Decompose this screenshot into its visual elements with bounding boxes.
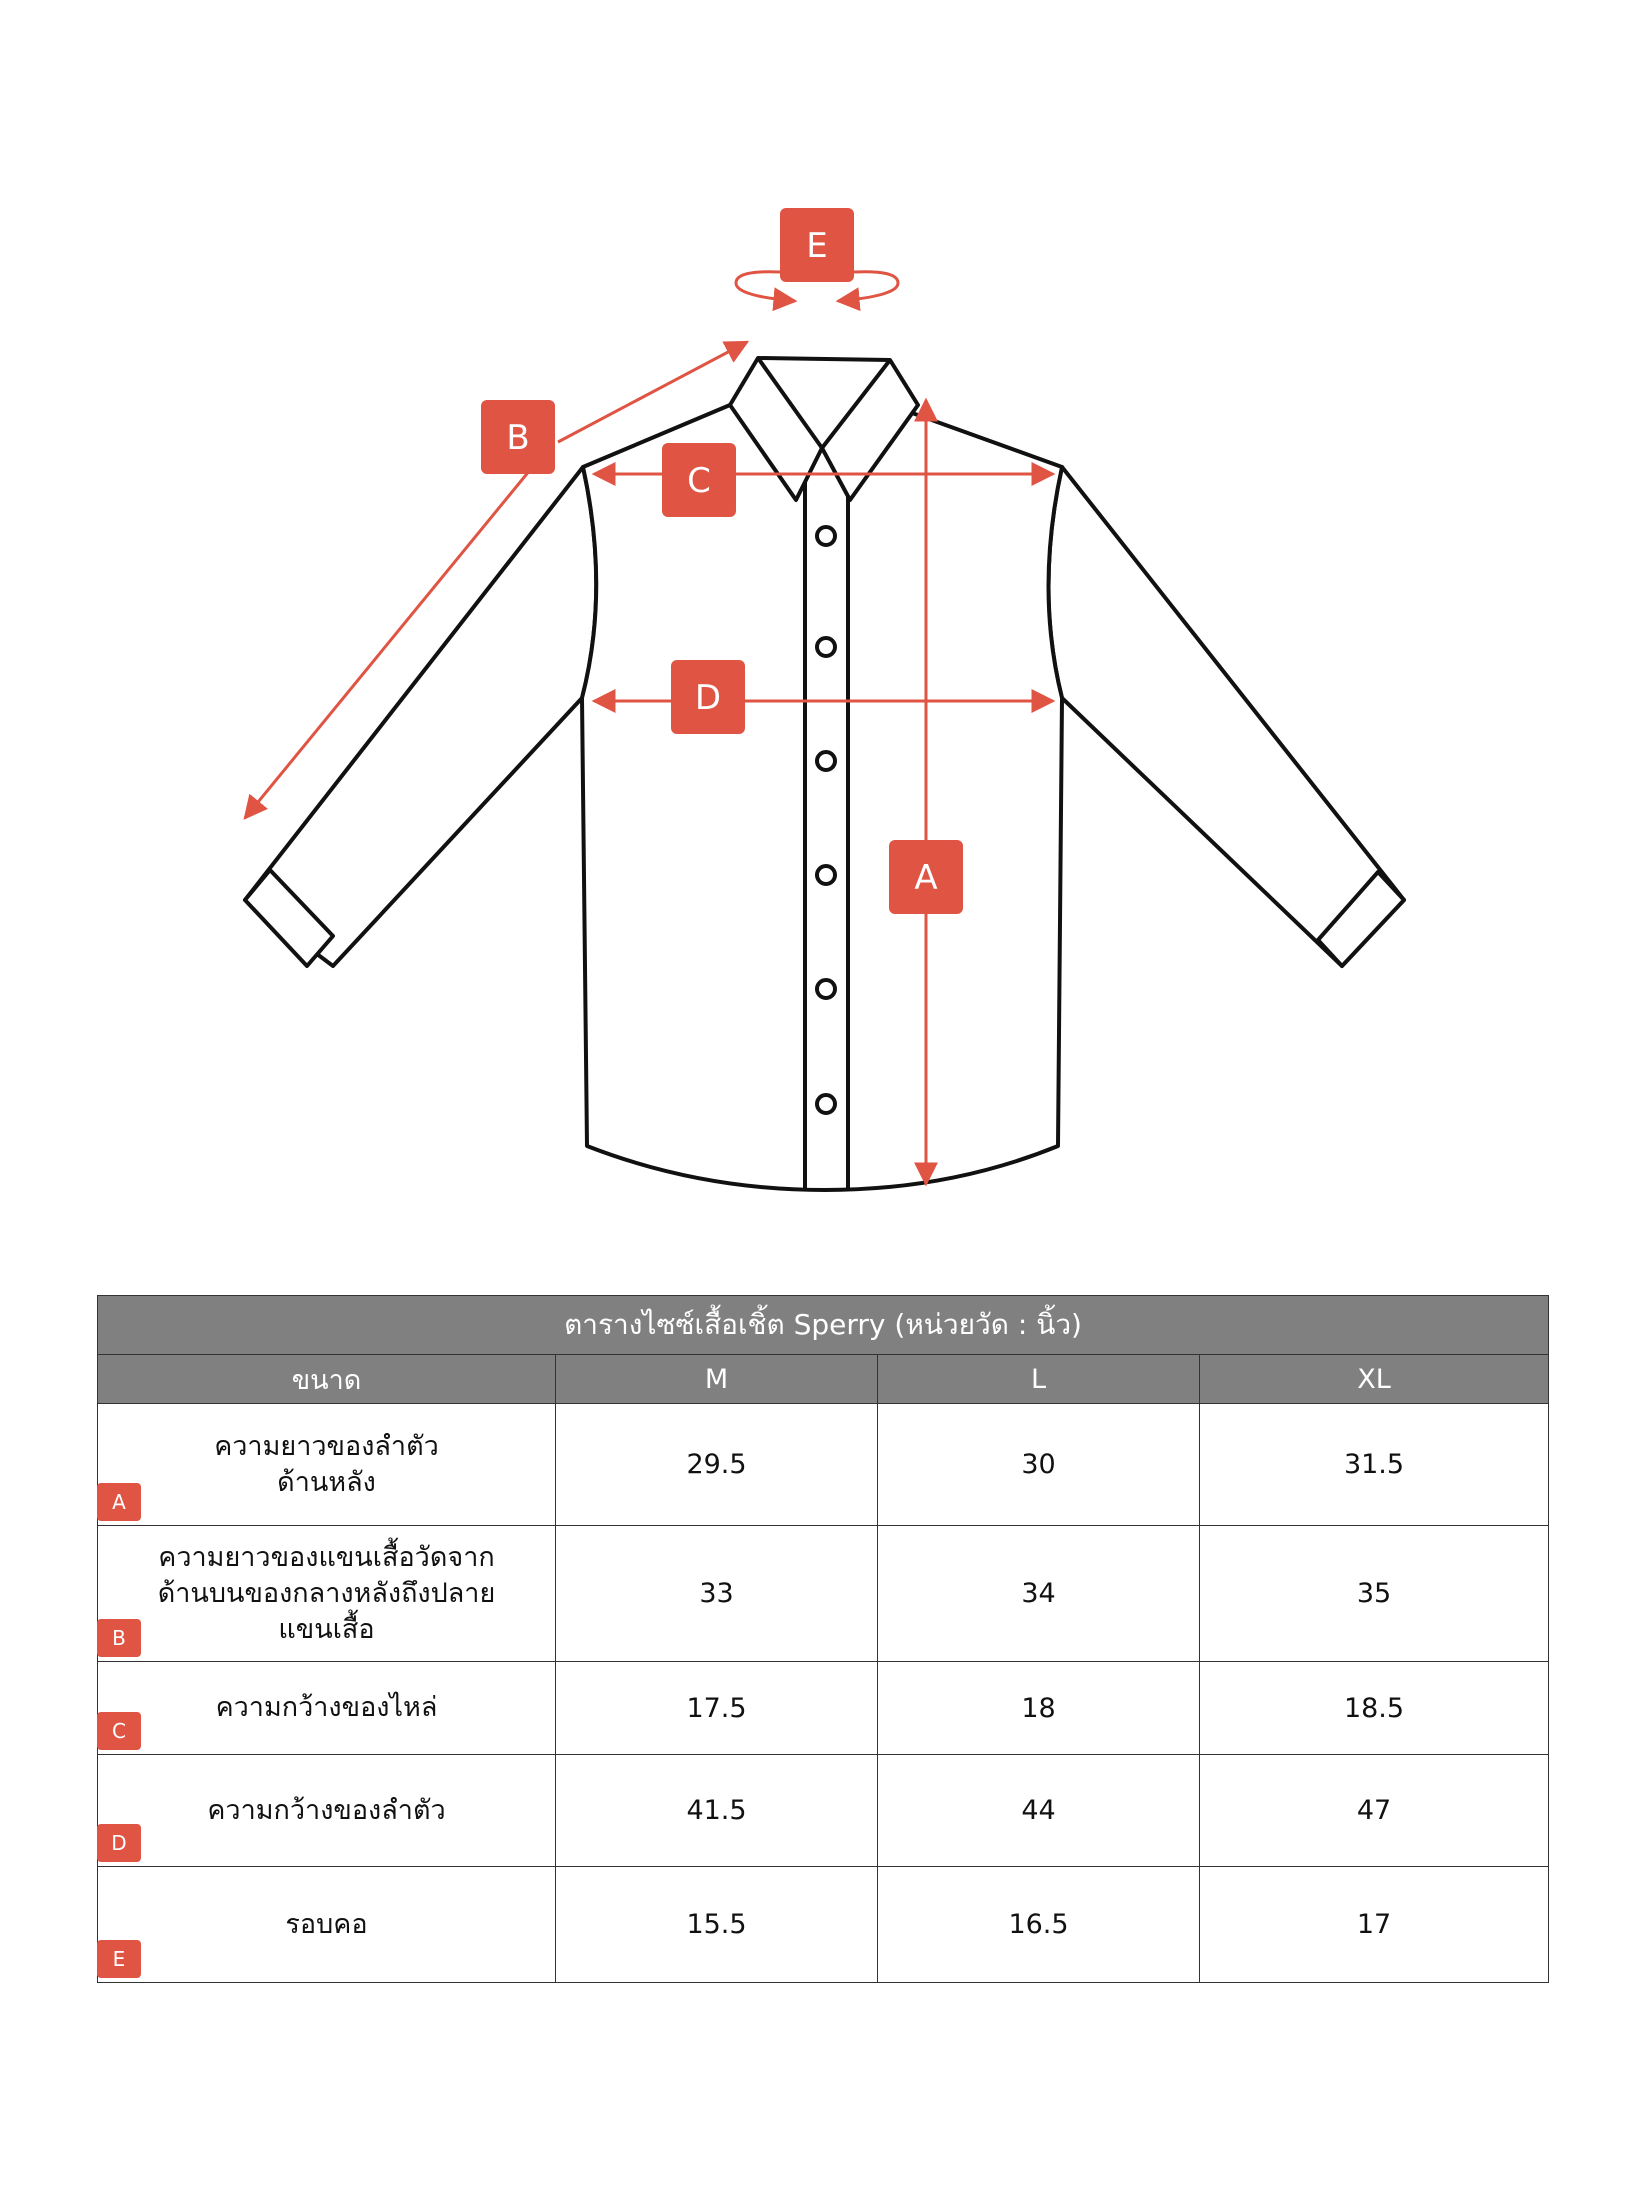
button-6 bbox=[817, 1095, 835, 1113]
right-sleeve bbox=[1049, 467, 1405, 966]
svg-text:B: B bbox=[506, 418, 530, 458]
button-3 bbox=[817, 752, 835, 770]
badge-c bbox=[662, 443, 736, 517]
svg-text:E: E bbox=[806, 226, 828, 266]
header-size: ขนาด bbox=[98, 1355, 556, 1404]
cell-m: 15.5 bbox=[556, 1867, 878, 1983]
row-label: ความกว้างของลำตัว D bbox=[98, 1755, 556, 1867]
row-label: รอบคอ E bbox=[98, 1867, 556, 1983]
left-sleeve bbox=[245, 467, 596, 966]
row-tag: A bbox=[97, 1483, 141, 1521]
badge-b bbox=[481, 400, 555, 474]
badge-a bbox=[889, 840, 963, 914]
size-chart-table bbox=[97, 1295, 1549, 1983]
cell-l: 16.5 bbox=[878, 1867, 1200, 1983]
cell-xl: 17 bbox=[1200, 1867, 1549, 1983]
cell-l: 44 bbox=[878, 1755, 1200, 1867]
button-1 bbox=[817, 527, 835, 545]
svg-text:A: A bbox=[914, 858, 938, 898]
cell-l: 30 bbox=[878, 1404, 1200, 1526]
header-m: M bbox=[556, 1355, 878, 1404]
table-row bbox=[98, 1404, 1549, 1526]
shirt-body bbox=[582, 405, 1062, 1190]
shirt-outline bbox=[245, 358, 1404, 1190]
button-5 bbox=[817, 980, 835, 998]
cell-m: 29.5 bbox=[556, 1404, 878, 1526]
cell-m: 17.5 bbox=[556, 1662, 878, 1755]
table-header-row bbox=[98, 1355, 1549, 1404]
svg-text:D: D bbox=[694, 678, 722, 718]
button-2 bbox=[817, 638, 835, 656]
cell-l: 18 bbox=[878, 1662, 1200, 1755]
badge-e bbox=[780, 208, 854, 282]
cell-m: 33 bbox=[556, 1526, 878, 1662]
table-row bbox=[98, 1755, 1549, 1867]
cell-xl: 35 bbox=[1200, 1526, 1549, 1662]
cell-xl: 31.5 bbox=[1200, 1404, 1549, 1526]
cell-l: 34 bbox=[878, 1526, 1200, 1662]
row-label: ความยาวของแขนเสื้อวัดจาก ด้านบนของกลางหลังถึงปลาย แขนเสื้อ B bbox=[98, 1526, 556, 1662]
table-row bbox=[98, 1526, 1549, 1662]
header-l: L bbox=[878, 1355, 1200, 1404]
row-tag: C bbox=[97, 1712, 141, 1750]
row-tag: B bbox=[97, 1619, 141, 1657]
button-4 bbox=[817, 866, 835, 884]
row-tag: D bbox=[97, 1824, 141, 1862]
row-tag: E bbox=[97, 1940, 141, 1978]
header-xl: XL bbox=[1200, 1355, 1549, 1404]
table-title: ตารางไซซ์เสื้อเชิ้ต Sperry (หน่วยวัด : นิ้ว) bbox=[98, 1296, 1549, 1355]
badge-d bbox=[671, 660, 745, 734]
cell-xl: 18.5 bbox=[1200, 1662, 1549, 1755]
table-row bbox=[98, 1867, 1549, 1983]
table-row bbox=[98, 1662, 1549, 1755]
cell-xl: 47 bbox=[1200, 1755, 1549, 1867]
svg-text:C: C bbox=[687, 461, 711, 501]
row-label: ความยาวของลำตัว ด้านหลัง A bbox=[98, 1404, 556, 1526]
row-label: ความกว้างของไหล่ C bbox=[98, 1662, 556, 1755]
table-title-row bbox=[98, 1296, 1549, 1355]
cell-m: 41.5 bbox=[556, 1755, 878, 1867]
